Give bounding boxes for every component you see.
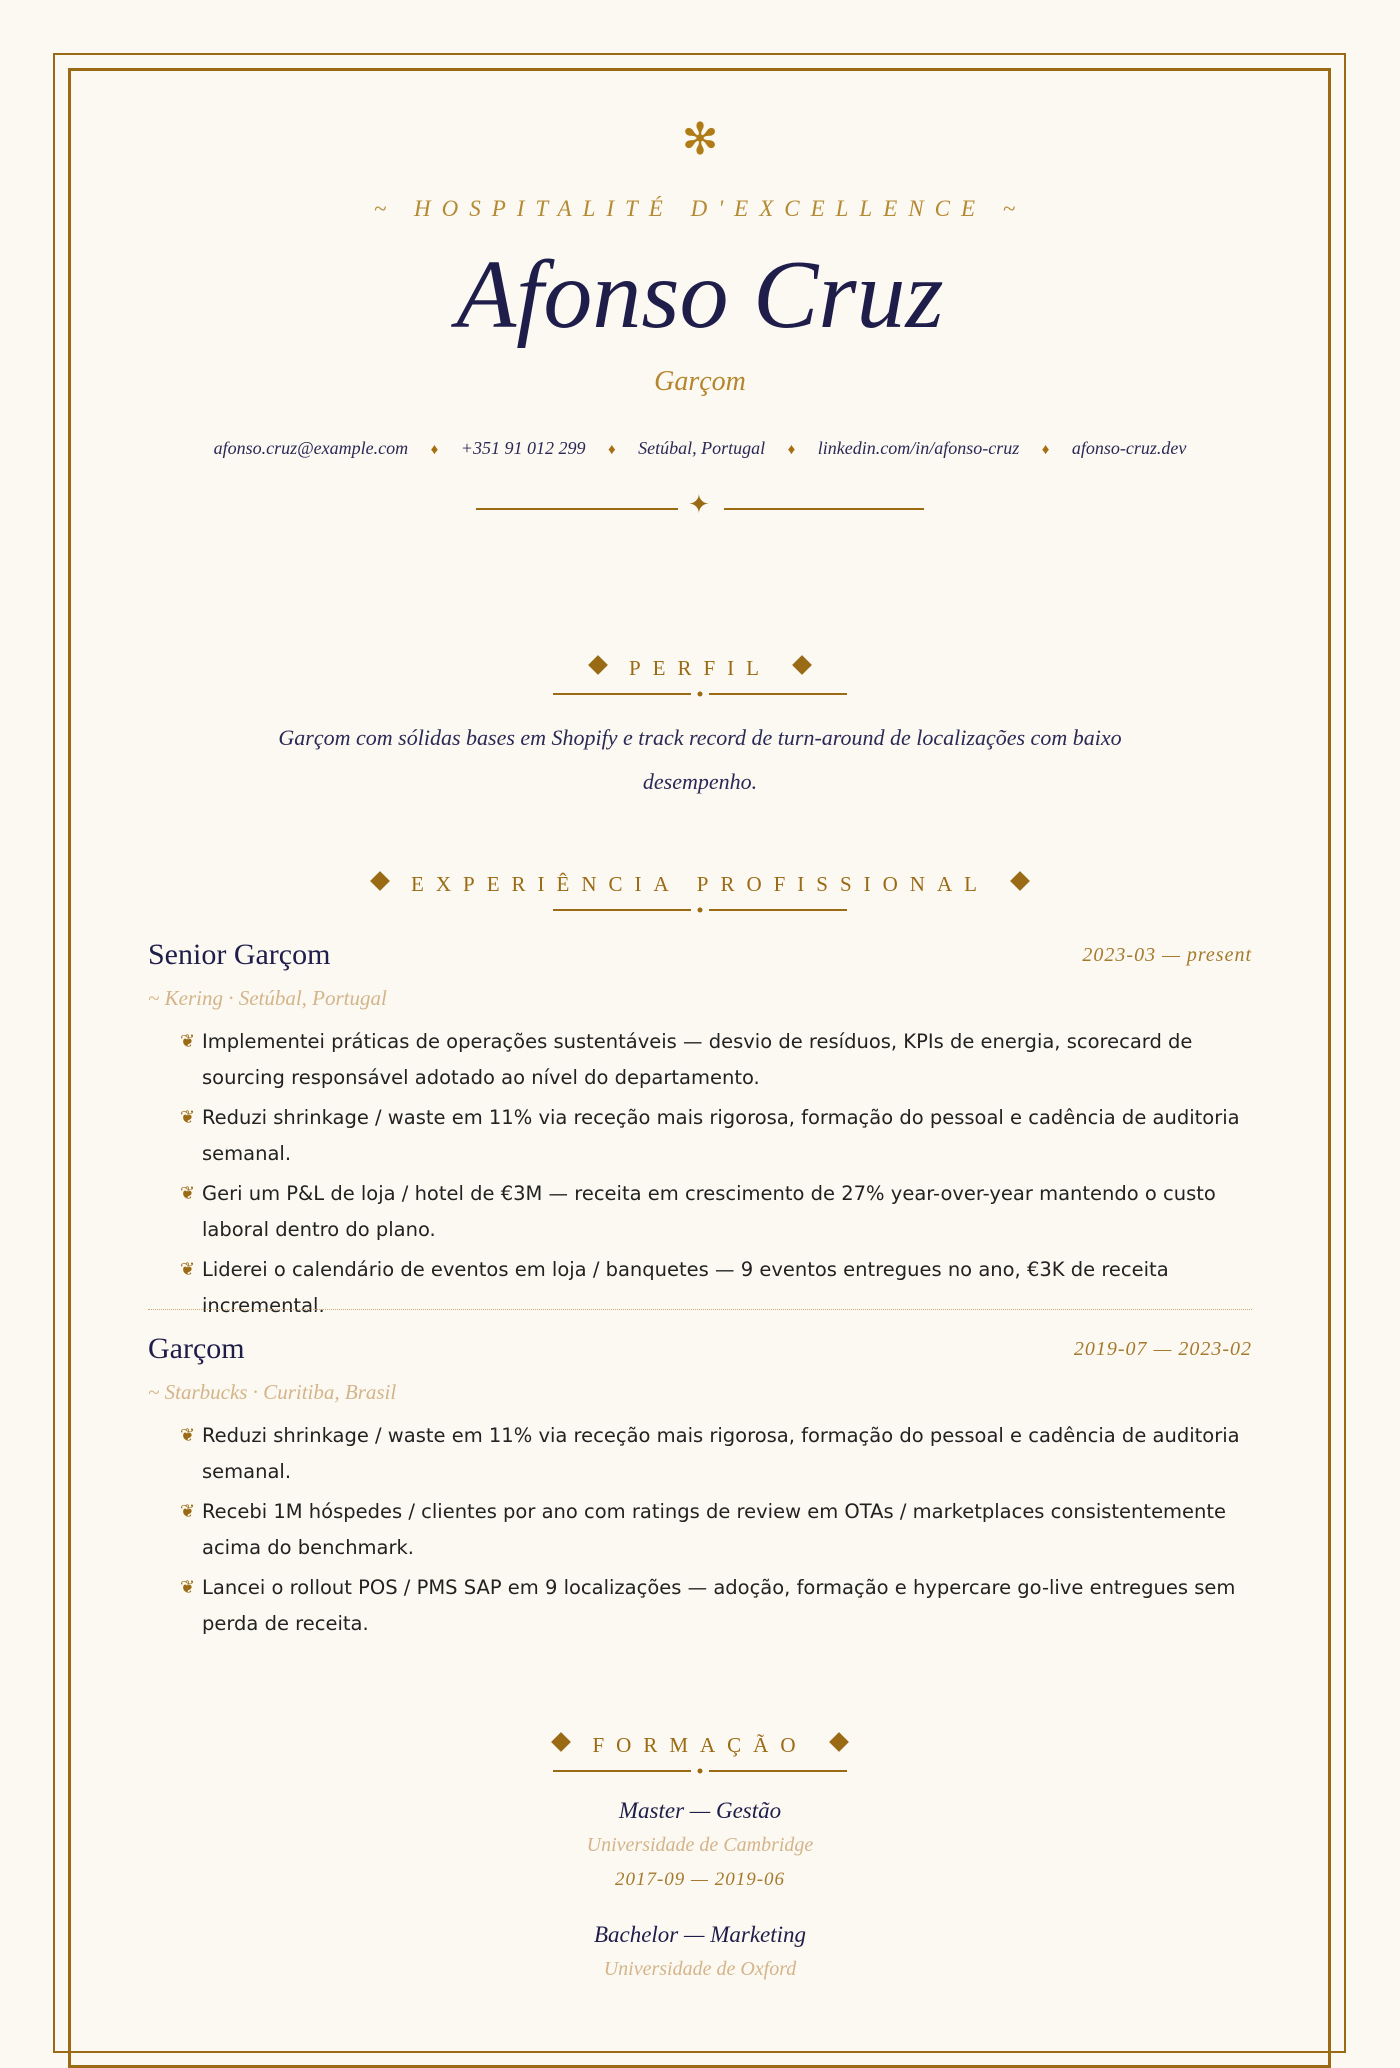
job-company: ~ Kering · Setúbal, Portugal: [148, 986, 387, 1010]
diamond-separator-icon: ♦: [430, 442, 439, 458]
header-divider: [148, 490, 1252, 520]
floral-bullet-icon: ❦: [180, 1183, 196, 1204]
job-dates: 2019-07 — 2023-02: [1073, 1338, 1252, 1360]
diamond-icon: [792, 655, 812, 675]
diamond-separator-icon: ♦: [787, 442, 796, 458]
candidate-role: Garçom: [654, 366, 746, 397]
list-item: ❦ Reduzi shrinkage / waste em 11% via receção mais rigorosa, formação do pessoal e cadência de auditoria semanal.: [180, 1418, 1240, 1490]
job-dates: 2023-03 — present: [1082, 944, 1252, 966]
contact-line: [148, 438, 1252, 459]
floral-bullet-icon: ❦: [180, 1501, 196, 1522]
job-divider: [148, 1309, 1252, 1310]
floral-bullet-icon: ❦: [180, 1031, 196, 1052]
contact-website[interactable]: afonso-cruz.dev: [1071, 438, 1187, 458]
asterisk-ornament-icon: ✻: [681, 115, 719, 164]
contact-email[interactable]: afonso.cruz@example.com: [213, 438, 409, 458]
job-title: Senior Garçom: [148, 938, 331, 971]
list-item: ❦ Recebi 1M hóspedes / clientes por ano com ratings de review em OTAs / marketplaces consistentemente acima do benchmark.: [180, 1494, 1240, 1566]
profile-summary: Garçom com sólidas bases em Shopify e track record de turn-around de localizações com baixo desempenho.: [278, 725, 1122, 794]
diamond-separator-icon: ♦: [607, 442, 616, 458]
diamond-icon: [370, 871, 390, 891]
education-entry: [148, 1798, 1252, 1891]
four-point-star-icon: ✦: [688, 490, 710, 520]
section-heading-experience: [148, 872, 1252, 897]
section-rule: [553, 688, 847, 700]
diamond-icon: [588, 655, 608, 675]
list-item: ❦ Geri um P&L de loja / hotel de €3M — receita em crescimento de 27% year-over-year mantendo o custo laboral dentro do plano.: [180, 1176, 1240, 1248]
section-title: PERFIL: [628, 656, 771, 680]
section-heading-education: [148, 1733, 1252, 1758]
diamond-separator-icon: ♦: [1041, 442, 1050, 458]
diamond-icon: [829, 1732, 849, 1752]
candidate-name: Afonso Cruz: [456, 241, 944, 349]
education-degree: Bachelor — Marketing: [593, 1922, 807, 1947]
list-item: ❦ Reduzi shrinkage / waste em 11% via receção mais rigorosa, formação do pessoal e cadência de auditoria semanal.: [180, 1100, 1240, 1172]
education-dates: 2017-09 — 2019-06: [614, 1869, 786, 1890]
floral-bullet-icon: ❦: [180, 1259, 196, 1280]
list-item: ❦ Lancei o rollout POS / PMS SAP em 9 localizações — adoção, formação e hypercare go-live entregues sem perda de receita.: [180, 1570, 1240, 1642]
floral-bullet-icon: ❦: [180, 1107, 196, 1128]
contact-location: Setúbal, Portugal: [638, 438, 766, 458]
job-title: Garçom: [148, 1332, 245, 1365]
job-bullets: [180, 1418, 1240, 1646]
diamond-icon: [1010, 871, 1030, 891]
education-entry: [148, 1922, 1252, 1981]
education-school: Universidade de Cambridge: [586, 1834, 814, 1856]
education-school: Universidade de Oxford: [603, 1958, 797, 1980]
contact-phone[interactable]: +351 91 012 299: [460, 438, 586, 458]
section-rule: [553, 1765, 847, 1777]
job-company: ~ Starbucks · Curitiba, Brasil: [148, 1380, 397, 1404]
section-title: FORMAÇÃO: [592, 1733, 808, 1757]
floral-bullet-icon: ❦: [180, 1425, 196, 1446]
education-degree: Master — Gestão: [618, 1798, 782, 1823]
section-title: EXPERIÊNCIA PROFISSIONAL: [411, 872, 989, 896]
section-rule: [553, 904, 847, 916]
floral-bullet-icon: ❦: [180, 1577, 196, 1598]
list-item: ❦ Liderei o calendário de eventos em loja / banquetes — 9 eventos entregues no ano, €3K de receita incremental.: [180, 1252, 1240, 1324]
contact-linkedin[interactable]: linkedin.com/in/afonso-cruz: [817, 438, 1020, 458]
list-item: ❦ Implementei práticas de operações sustentáveis — desvio de resíduos, KPIs de energia, scorecard de sourcing responsável adotado ao nível do departamento.: [180, 1024, 1240, 1096]
tagline: ~ HOSPITALITÉ D'EXCELLENCE ~: [373, 196, 1027, 221]
diamond-icon: [552, 1732, 572, 1752]
section-heading-profile: [148, 656, 1252, 681]
job-bullets: [180, 1024, 1240, 1328]
